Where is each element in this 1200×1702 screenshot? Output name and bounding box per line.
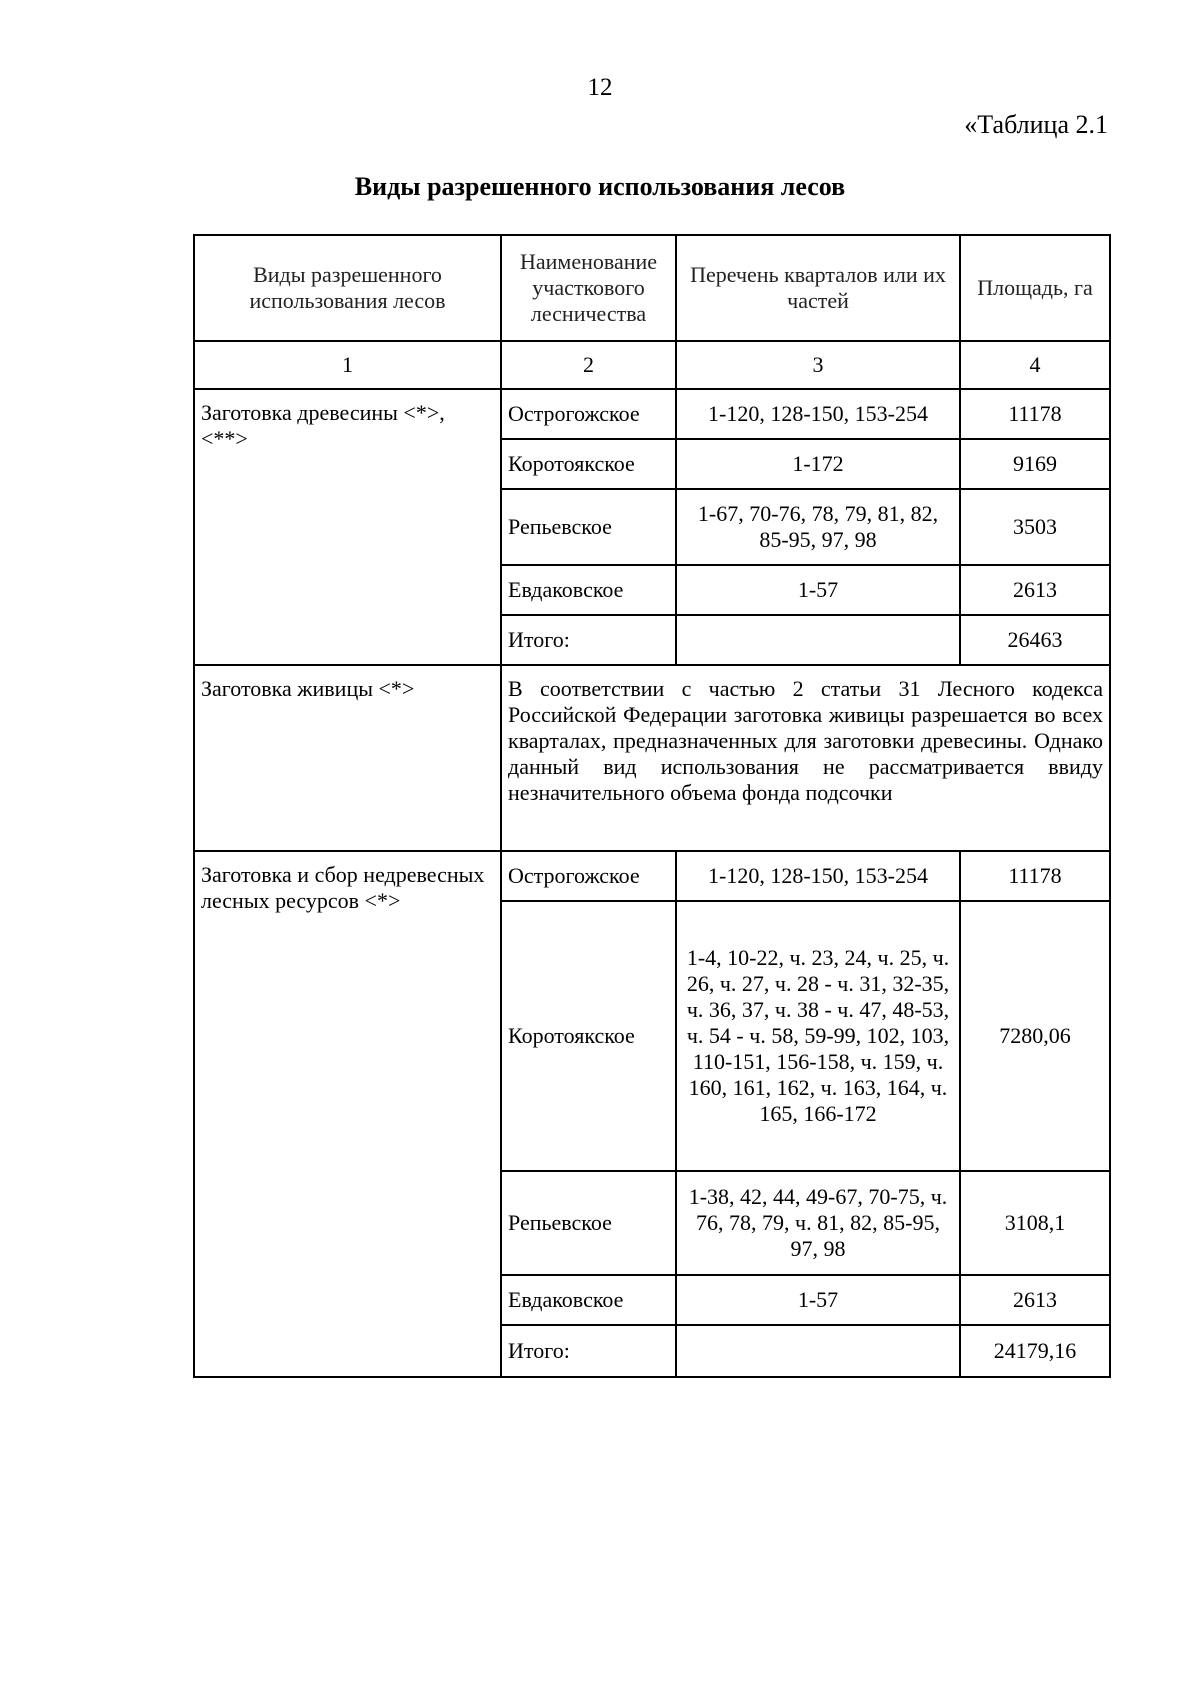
total-label: Итого: bbox=[501, 1325, 676, 1377]
forestry-name: Коротоякское bbox=[501, 439, 676, 489]
header-use-type: Виды разрешенного использования лесов bbox=[194, 235, 501, 341]
total-area: 24179,16 bbox=[960, 1325, 1110, 1377]
area-value: 7280,06 bbox=[960, 901, 1110, 1171]
table-reference: «Таблица 2.1 bbox=[964, 110, 1108, 139]
table-row bbox=[194, 389, 1110, 439]
column-number-row bbox=[194, 341, 1110, 389]
header-area: Площадь, га bbox=[960, 235, 1110, 341]
quarters-list: 1-38, 42, 44, 49-67, 70-75, ч. 76, 78, 79, ч. 81, 82, 85-95, 97, 98 bbox=[676, 1171, 960, 1275]
use-type-wood-harvest: Заготовка древесины <*>, <**> bbox=[194, 389, 501, 665]
header-forestry: Наименование участкового лесничества bbox=[501, 235, 676, 341]
col-number-4: 4 bbox=[960, 341, 1110, 389]
quarters-empty bbox=[676, 1325, 960, 1377]
table-row bbox=[194, 851, 1110, 901]
area-value: 11178 bbox=[960, 389, 1110, 439]
forestry-name: Коротоякское bbox=[501, 901, 676, 1171]
quarters-list: 1-172 bbox=[676, 439, 960, 489]
total-area: 26463 bbox=[960, 615, 1110, 665]
document-title: Виды разрешенного использования лесов bbox=[354, 172, 846, 201]
forestry-name: Репьевское bbox=[501, 489, 676, 565]
header-row bbox=[194, 235, 1110, 341]
use-type-non-wood-resources: Заготовка и сбор недревесных лесных ресурсов <*> bbox=[194, 851, 501, 1377]
area-value: 2613 bbox=[960, 1275, 1110, 1325]
page-number: 12 bbox=[587, 74, 613, 101]
use-type-resin-harvest: Заготовка живицы <*> bbox=[194, 665, 501, 851]
quarters-list: 1-120, 128-150, 153-254 bbox=[676, 851, 960, 901]
quarters-list: 1-4, 10-22, ч. 23, 24, ч. 25, ч. 26, ч. 27, ч. 28 - ч. 31, 32-35, ч. 36, 37, ч. 38 - ч. 47, 48-53, ч. 54 - ч. 58, 59-99, 102, 103, 110-151, 156-158, ч. 159, ч. 160, 161, 162, ч. 163, 164, ч. 165, 166-172 bbox=[676, 901, 960, 1171]
forestry-name: Острогожское bbox=[501, 851, 676, 901]
quarters-list: 1-57 bbox=[676, 565, 960, 615]
quarters-list: 1-67, 70-76, 78, 79, 81, 82, 85-95, 97, 98 bbox=[676, 489, 960, 565]
quarters-list: 1-120, 128-150, 153-254 bbox=[676, 389, 960, 439]
forest-use-table bbox=[193, 234, 1111, 1378]
area-value: 9169 bbox=[960, 439, 1110, 489]
resin-note: В соответствии с частью 2 статьи 31 Лесного кодекса Российской Федерации заготовка живицы разрешается во всех кварталах, предназначенных для заготовки древесины. Однако данный вид использования не рассматривается ввиду незначительного объема фонда подсочки bbox=[501, 665, 1110, 851]
table-row bbox=[194, 665, 1110, 851]
forestry-name: Евдаковское bbox=[501, 1275, 676, 1325]
forestry-name: Евдаковское bbox=[501, 565, 676, 615]
col-number-1: 1 bbox=[194, 341, 501, 389]
area-value: 2613 bbox=[960, 565, 1110, 615]
quarters-list: 1-57 bbox=[676, 1275, 960, 1325]
area-value: 3503 bbox=[960, 489, 1110, 565]
area-value: 3108,1 bbox=[960, 1171, 1110, 1275]
area-value: 11178 bbox=[960, 851, 1110, 901]
header-quarters: Перечень кварталов или их частей bbox=[676, 235, 960, 341]
total-label: Итого: bbox=[501, 615, 676, 665]
quarters-empty bbox=[676, 615, 960, 665]
forestry-name: Острогожское bbox=[501, 389, 676, 439]
forestry-name: Репьевское bbox=[501, 1171, 676, 1275]
col-number-3: 3 bbox=[676, 341, 960, 389]
col-number-2: 2 bbox=[501, 341, 676, 389]
